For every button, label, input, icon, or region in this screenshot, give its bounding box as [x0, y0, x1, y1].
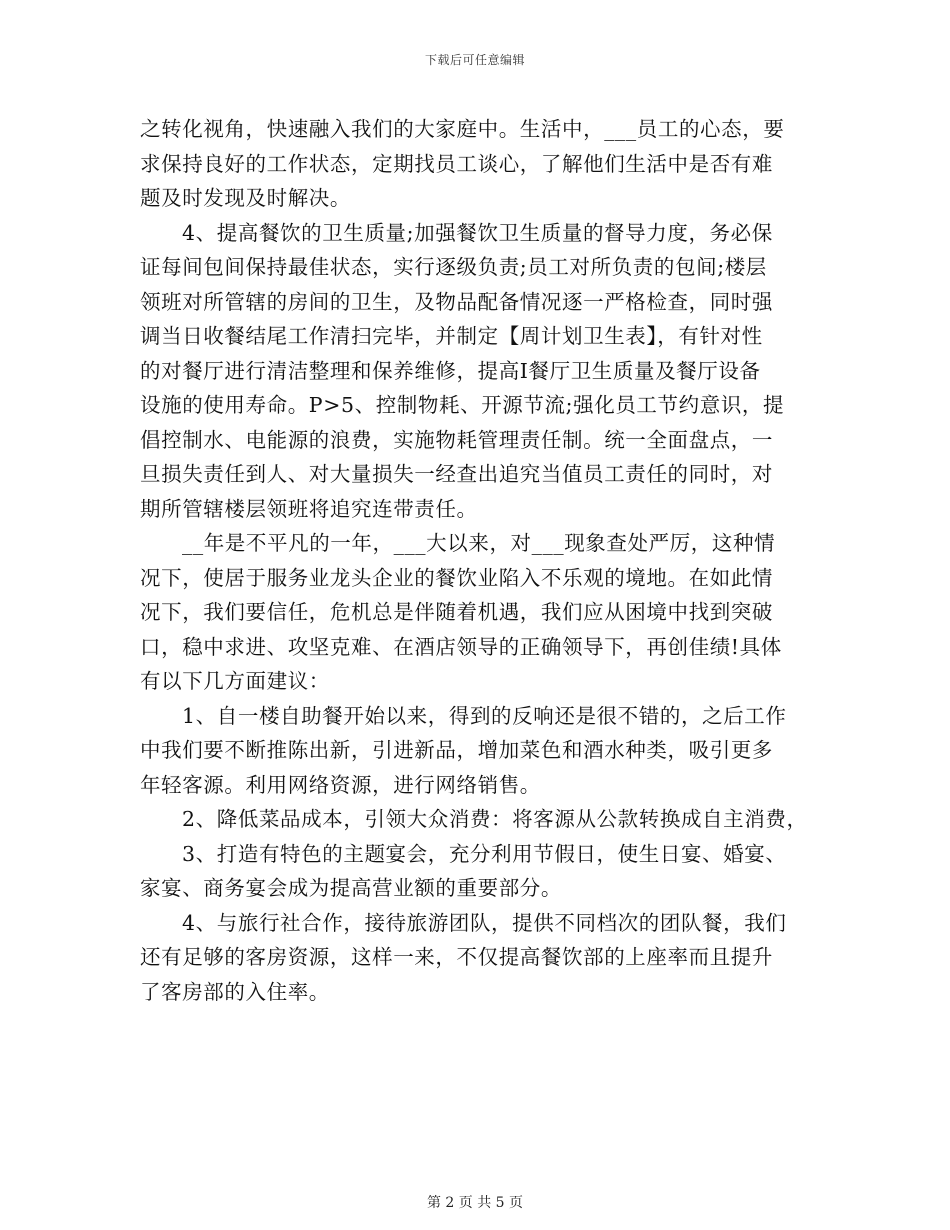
- text-line: 证每间包间保持最佳状态，实行逐级负责;员工对所负责的包间;楼层: [140, 255, 767, 279]
- paragraph-2: [140, 216, 830, 527]
- text-line: __年是不平凡的一年，___大以来，对___现象查处严厉，这种情: [182, 531, 776, 555]
- document-body: [140, 112, 830, 1009]
- text-line: 旦损失责任到人、对大量损失一经查出追究当值员工责任的同时，对: [140, 462, 773, 486]
- text-line: 还有足够的客房资源，这样一来，不仅提高餐饮部的上座率而且提升: [140, 945, 773, 969]
- text-line: 倡控制水、电能源的浪费，实施物耗管理责任制。统一全面盘点，一: [140, 427, 773, 452]
- paragraph-1: [140, 112, 830, 216]
- paragraph-7: [140, 906, 830, 1010]
- page-header: 下载后可任意编辑: [424, 53, 525, 67]
- text-line: 况下，使居于服务业龙头企业的餐饮业陷入不乐观的境地。在如此情: [140, 565, 773, 590]
- text-line: 领班对所管辖的房间的卫生，及物品配备情况逐一严格检查，同时强: [140, 289, 773, 314]
- text-line: 调当日收餐结尾工作清扫完毕，并制定【周计划卫生表】，有针对性: [140, 324, 763, 348]
- text-line: 4、与旅行社合作，接待旅游团队，提供不同档次的团队餐，我们: [182, 910, 787, 935]
- text-line: 1、自一楼自助餐开始以来，得到的反响还是很不错的，之后工作: [182, 703, 787, 728]
- text-line: 口，稳中求进、攻坚克难、在酒店领导的正确领导下，再创佳绩!具体: [140, 634, 782, 659]
- paragraph-6: [140, 837, 830, 906]
- text-line: 家宴、商务宴会成为提高营业额的重要部分。: [140, 876, 562, 900]
- page-number: 第 2 页 共 5 页: [426, 1195, 524, 1211]
- paragraph-3: [140, 526, 830, 699]
- text-line: 设施的使用寿命。P>5、控制物耗、开源节流;强化员工节约意识，提: [140, 393, 785, 417]
- text-line: 题及时发现及时解决。: [140, 186, 351, 210]
- text-line: 年轻客源。利用网络资源，进行网络销售。: [140, 772, 541, 797]
- paragraph-4: [140, 699, 830, 803]
- text-line: 3、打造有特色的主题宴会，充分利用节假日，使生日宴、婚宴、: [182, 841, 787, 866]
- text-line: 的对餐厅进行清洁整理和保养维修，提高Ⅰ餐厅卫生质量及餐厅设备: [140, 358, 761, 383]
- text-line: 况下，我们要信任，危机总是伴随着机遇，我们应从困境中找到突破: [140, 600, 773, 624]
- text-line: 4、提高餐饮的卫生质量;加强餐饮卫生质量的督导力度，务必保: [182, 220, 773, 245]
- text-line: 了客房部的入住率。: [140, 979, 330, 1004]
- text-line: 中我们要不断推陈出新，引进新品，增加菜色和酒水种类，吸引更多: [140, 738, 773, 762]
- text-line: 期所管辖楼层领班将追究连带责任。: [140, 496, 478, 521]
- text-line: 之转化视角，快速融入我们的大家庭中。生活中，___员工的心态，要: [140, 117, 785, 141]
- text-line: 有以下几方面建议：: [140, 669, 330, 693]
- text-line: 2、降低菜品成本，引领大众消费：将客源从公款转换成自主消费，: [182, 807, 808, 831]
- paragraph-5: [140, 802, 830, 837]
- text-line: 求保持良好的工作状态，定期找员工谈心，了解他们生活中是否有难: [140, 151, 773, 176]
